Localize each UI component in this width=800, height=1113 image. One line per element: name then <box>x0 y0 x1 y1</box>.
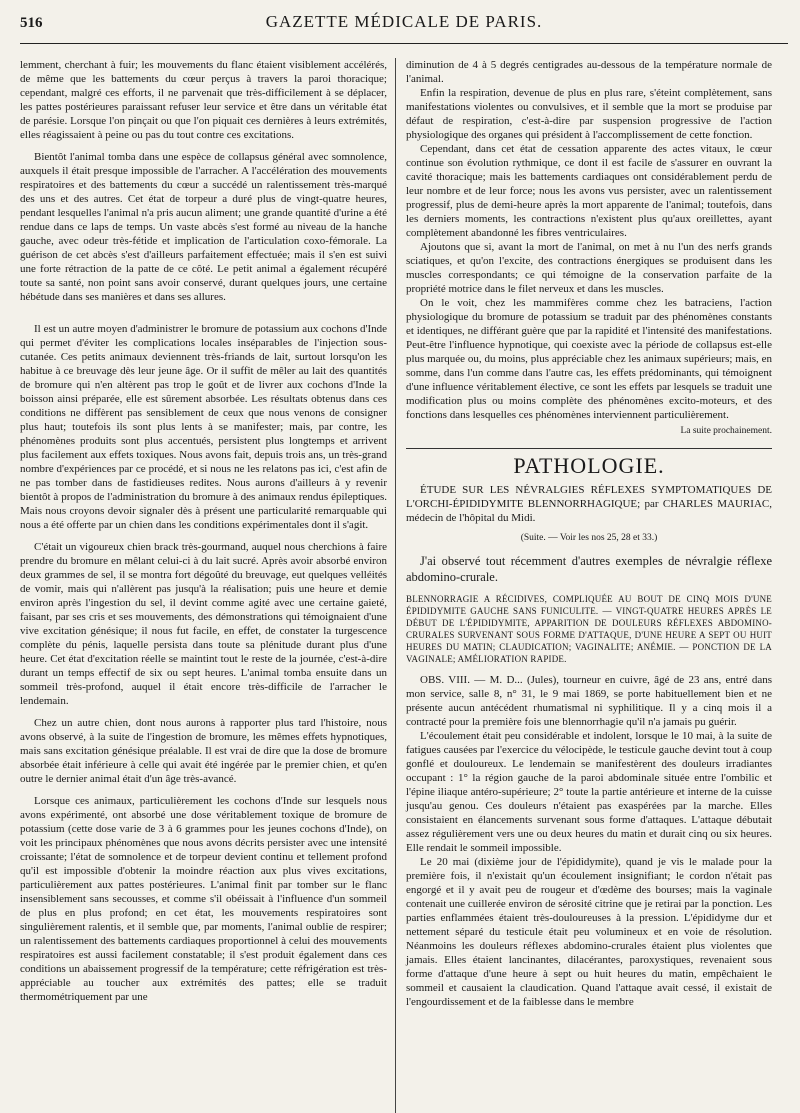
right-column <box>396 58 772 1113</box>
paragraph: Cependant, dans cet état de cessation apparente des actes vitaux, le cœur continue son évolution rythmique, ce dont il est facile de s'assurer en ouvrant la cavité thoracique; mais les battements cardiaques ont considérablement perdu de leur nombre et de leur force; nous les avons vus persister, avec un ralentissement progressif, plus de demi-heure après la mort apparente de l'animal; toutefois, dans les derniers moments, les contractions n'existent plus qu'aux oreillettes, ayant complètement abandonné les fibres ventriculaires. <box>406 143 772 239</box>
paragraph: OBS. VIII. — M. D... (Jules), tourneur en cuivre, âgé de 23 ans, entré dans mon service, salle 8, n° 31, le 9 mai 1869, se porte habituellement bien et ne présente aucun antécédent rhumatismal ni syphilitique. Il y a cinq mois il a contracté pour la première fois une blennorrhagie qu'il n'a jamais pu guérir. <box>406 674 772 728</box>
paragraph: Chez un autre chien, dont nous aurons à rapporter plus tard l'histoire, nous avons observé, à la suite de l'ingestion de bromure, les mêmes effets hypnotiques, mais sans excitation génésique préalable. Il est vrai de dire que la dose de bromure absorbée était inférieure à celle qui avait été ingérée par le premier chien, et qu'en outre le dernier animal était d'un âge très-avancé. <box>20 717 387 785</box>
paragraph: On le voit, chez les mammifères comme chez les batraciens, l'action physiologique du bromure de potassium se traduit par des phénomènes constants et identiques, ne différant guère que par la rapidité et l'intensité des manifestations. Peut-être l'influence hypnotique, qui coexiste avec la période de collapsus est-elle plus marquée ou, du moins, plus appréciable chez les animaux supérieurs; mais, en somme, dans l'un comme dans l'autre cas, les effets prédominants, qui témoignent d'une influence véritablement élective, ce sont les effets par lesquels se traduit une modification plus ou moins complète des phénomènes excito-moteurs, et des fonctions dans lesquelles ces phénomènes interviennent particulièrement. <box>406 297 772 421</box>
continued-note: La suite prochainement. <box>680 426 772 436</box>
page-number: 516 <box>20 15 43 31</box>
section-heading: PATHOLOGIE. <box>513 453 665 478</box>
paragraph: Bientôt l'animal tomba dans une espèce de collapsus général avec somnolence, auxquels il était presque impossible de l'arracher. A l'accélération des mouvements respiratoires et des battements du cœur a succédé un ralentissement très-marqué des uns et des autres. Cet état de torpeur a duré plus de vingt-quatre heures, pendant lesquelles l'animal n'a pris aucun aliment; une grande quantité d'urine a été rendue dans ce laps de temps. Un vaste abcès s'est formé au niveau de la hanche gauche, avec odeur très-fétide et implication de l'articulation coxo-fémorale. La guérison de cet abcès s'est d'ailleurs parfaitement effectuée; mais il s'en est suivi une forte rétraction de la patte de ce côté. Le petit animal a également récupéré toute sa santé, non point sans avoir conservé, durant quelques jours, une certaine hébétude dans ses manières et dans ses allures. <box>20 151 387 303</box>
paragraph: C'était un vigoureux chien brack très-gourmand, auquel nous cherchions à faire prendre du bromure en mêlant celui-ci à du lait sucré. Après avoir absorbé environ deux grammes de sel, il se montra fort dégoûté du breuvage, eut quelques velléités de vomir, mais qui n'allèrent pas jusqu'à la réalisation; puis une heure et demie environ après l'ingestion du sel, il devint comme agité avec une certaine gaieté, faisant, par ses cris et ses mouvements, des démonstrations qui témoignaient d'une vive excitation génésique; il nous fut facile, en effet, de constater la turgescence complète du pénis, laquelle persista dans toute sa plénitude durant plus d'une heure. Cet état d'excitation réelle se maintint tout le reste de la journée, c'est-à-dire durant un temps effectif de six ou sept heures. L'animal tomba ensuite dans un sommeil très-profond, auquel il était encore très-difficile de l'arracher le lendemain. <box>20 541 387 707</box>
lead-paragraph: J'ai observé tout récemment d'autres exemples de névralgie réflexe abdomino-crurale. <box>406 554 772 584</box>
page-header <box>20 12 788 44</box>
paragraph: diminution de 4 à 5 degrés centigrades au-dessous de la température normale de l'animal. <box>406 59 772 85</box>
article-title: ÉTUDE SUR LES NÉVRALGIES RÉFLEXES SYMPTOMATIQUES DE L'ORCHI-ÉPIDIDYMITE BLENNORRHAGIQUE; par CHARLES MAURIAC, médecin de l'hôpital du Midi. <box>406 484 772 524</box>
paragraph: Ajoutons que si, avant la mort de l'animal, on met à nu l'un des nerfs grands sciatiques, et qu'on l'excite, des contractions énergiques se produisent dans les muscles correspondants; ce qui témoigne de la conservation parfaite de la propriété motrice dans le filet nerveux et dans les muscles. <box>406 241 772 295</box>
paragraph: Lorsque ces animaux, particulièrement les cochons d'Inde sur lesquels nous avons expérimenté, ont absorbé une dose véritablement toxique de bromure de potassium (cette dose varie de 3 à 6 grammes pour les jeunes cochons d'Inde), on voit les principaux phénomènes que nous avons décrits persister avec une intensité croissante; l'état de somnolence et de torpeur devient continu et tellement profond qu'il est impossible d'obtenir la moindre réaction aux plus vives excitations, particulièrement aux pattes postérieures. L'animal finit par tomber sur le flanc insensiblement sans secousses, et comme s'il obéissait à l'influence d'un sommeil de plus en plus profond; en cet état, les mouvements respiratoires sont singulièrement ralentis, et il semble que, par moments, l'animal oublie de respirer; un ralentissement des battements cardiaques proportionnel à celui des mouvements respiratoires est aussi facilement constatable; il s'est produit également dans ces conditions un abaissement progressif de la température; cette réfrigération est très-appréciable au toucher aux extrémités des pattes; elle se traduit thermométriquement par une <box>20 795 387 1003</box>
paragraph: lemment, cherchant à fuir; les mouvements du flanc étaient visiblement accélérés, de même que les battements du cœur perçus à travers la paroi thoracique; cependant, malgré ces efforts, il ne parvenait que très-difficilement à se déplacer, les pattes postérieures paraissant refuser leur service et être dans un véritable état de parésie. Lorsque l'on pinçait ou que l'on piquait ces dernières à leurs extrémités, elles réagissaient à peine ou pas du tout contre ces excitations. <box>20 59 387 141</box>
paragraph: Le 20 mai (dixième jour de l'épididymite), quand je vis le malade pour la première fois, il n'existait qu'un écoulement insignifiant; le cordon n'était pas engorgé et il y avait peu de rougeur et d'œdème des bourses; mais la vaginale contenait une cuillerée environ de sérosité citrine que je retirai par la ponction. Les parties enflammées étaient très-douloureuses à la pression. L'épididyme dur et nettement séparé du testicule était peu volumineux et en voie de résolution. Néanmoins les douleurs réflexes abdomino-crurales étaient plus violentes que jamais. Elles étaient lancinantes, dilacérantes, paroxystiques, revenaient sous forme d'attaque d'une heure à sept ou huit heures du matin, empêchaient le sommeil et causaient la claudication. Quand l'attaque avait cessé, il existait de l'engourdissement et de la faiblesse dans le membre <box>406 856 772 1008</box>
series-reference: (Suite. — Voir les nos 25, 28 et 33.) <box>520 533 658 543</box>
text-columns <box>20 58 788 1113</box>
paragraph: L'écoulement était peu considérable et indolent, lorsque le 10 mai, à la suite de fatigues causées par l'exercice du vélocipède, le testicule gauche devint tout à coup gonflé et douloureux. Le lendemain se manifestèrent des douleurs irradiantes occupant : 1° la région gauche de la paroi abdominale située entre l'ombilic et l'épine iliaque antéro-supérieure; 2° toute la partie antérieure et interne de la cuisse jusqu'au genou. Ces douleurs n'étaient pas exaspérées par la marche. Elles consistaient en élancements survenant sous forme d'attaques. L'attaque débutait assez régulièrement vers une ou deux heures du matin et durait cinq ou six heures. Elle rendait le sommeil impossible. <box>406 730 772 854</box>
paragraph: Enfin la respiration, devenue de plus en plus rare, s'éteint complètement, sans manifestations violentes ou convulsives, et il semble que la mort se produise par défaut de respiration, c'est-à-dire par suspension progressive de l'action physiologique des organes qui président à l'accomplissement de cette fonction. <box>406 87 772 141</box>
case-summary: BLENNORRAGIE A RÉCIDIVES, COMPLIQUÉE AU BOUT DE CINQ MOIS D'UNE ÉPIDIDYMITE GAUCHE SANS FUNICULITE. — VINGT-QUATRE HEURES APRÈS LE DÉBUT DE L'ÉPIDIDYMITE, APPARITION DE DOULEURS RÉFLEXES ABDOMINO-CRURALES SURVENANT SOUS FORME D'ATTAQUE, D'UNE HEURE A SEPT OU HUIT HEURES DU MATIN; CLAUDICATION; VAGINALITE; ANÉMIE. — PONCTION DE LA VAGINALE; AMÉLIORATION RAPIDE. <box>406 594 772 664</box>
publication-title: GAZETTE MÉDICALE DE PARIS. <box>265 12 543 31</box>
paragraph: Il est un autre moyen d'administrer le bromure de potassium aux cochons d'Inde qui permet d'éviter les complications locales inséparables de l'injection sous-cutanée. Ces petits animaux deviennent très-friands de lait, surtout lorsqu'on les habitue à ce breuvage dès leur jeune âge. Or il suffit de mêler au lait des quantités de bromure qui n'en altèrent pas trop le goût et de livrer aux cochons d'Inde la boisson ainsi préparée, elle est sûrement absorbée. Les résultats obtenus dans ces conditions ne diffèrent pas sensiblement de ceux que nous venons de consigner plus haut; toutefois ils sont plus lents à se manifester; mais, par contre, les phénomènes produits sont plus accentués, persistent plus longtemps et arrivent plus facilement aux effets toxiques. Nous avons fait, depuis trois ans, un très-grand nombre d'expériences par ce procédé, et si nous ne les relatons pas ici, c'est afin de ne pas tomber dans de fastidieuses redites. Nous aurons d'ailleurs à y revenir bientôt à propos de l'administration du bromure à des animaux rendus épileptiques. Mais nous croyons devoir signaler dès à présent une particularité remarquable qui nous a été offerte par un chien dans les conditions expérimentales dont il s'agit. <box>20 323 387 531</box>
divider <box>406 448 772 449</box>
left-column <box>20 58 396 1113</box>
